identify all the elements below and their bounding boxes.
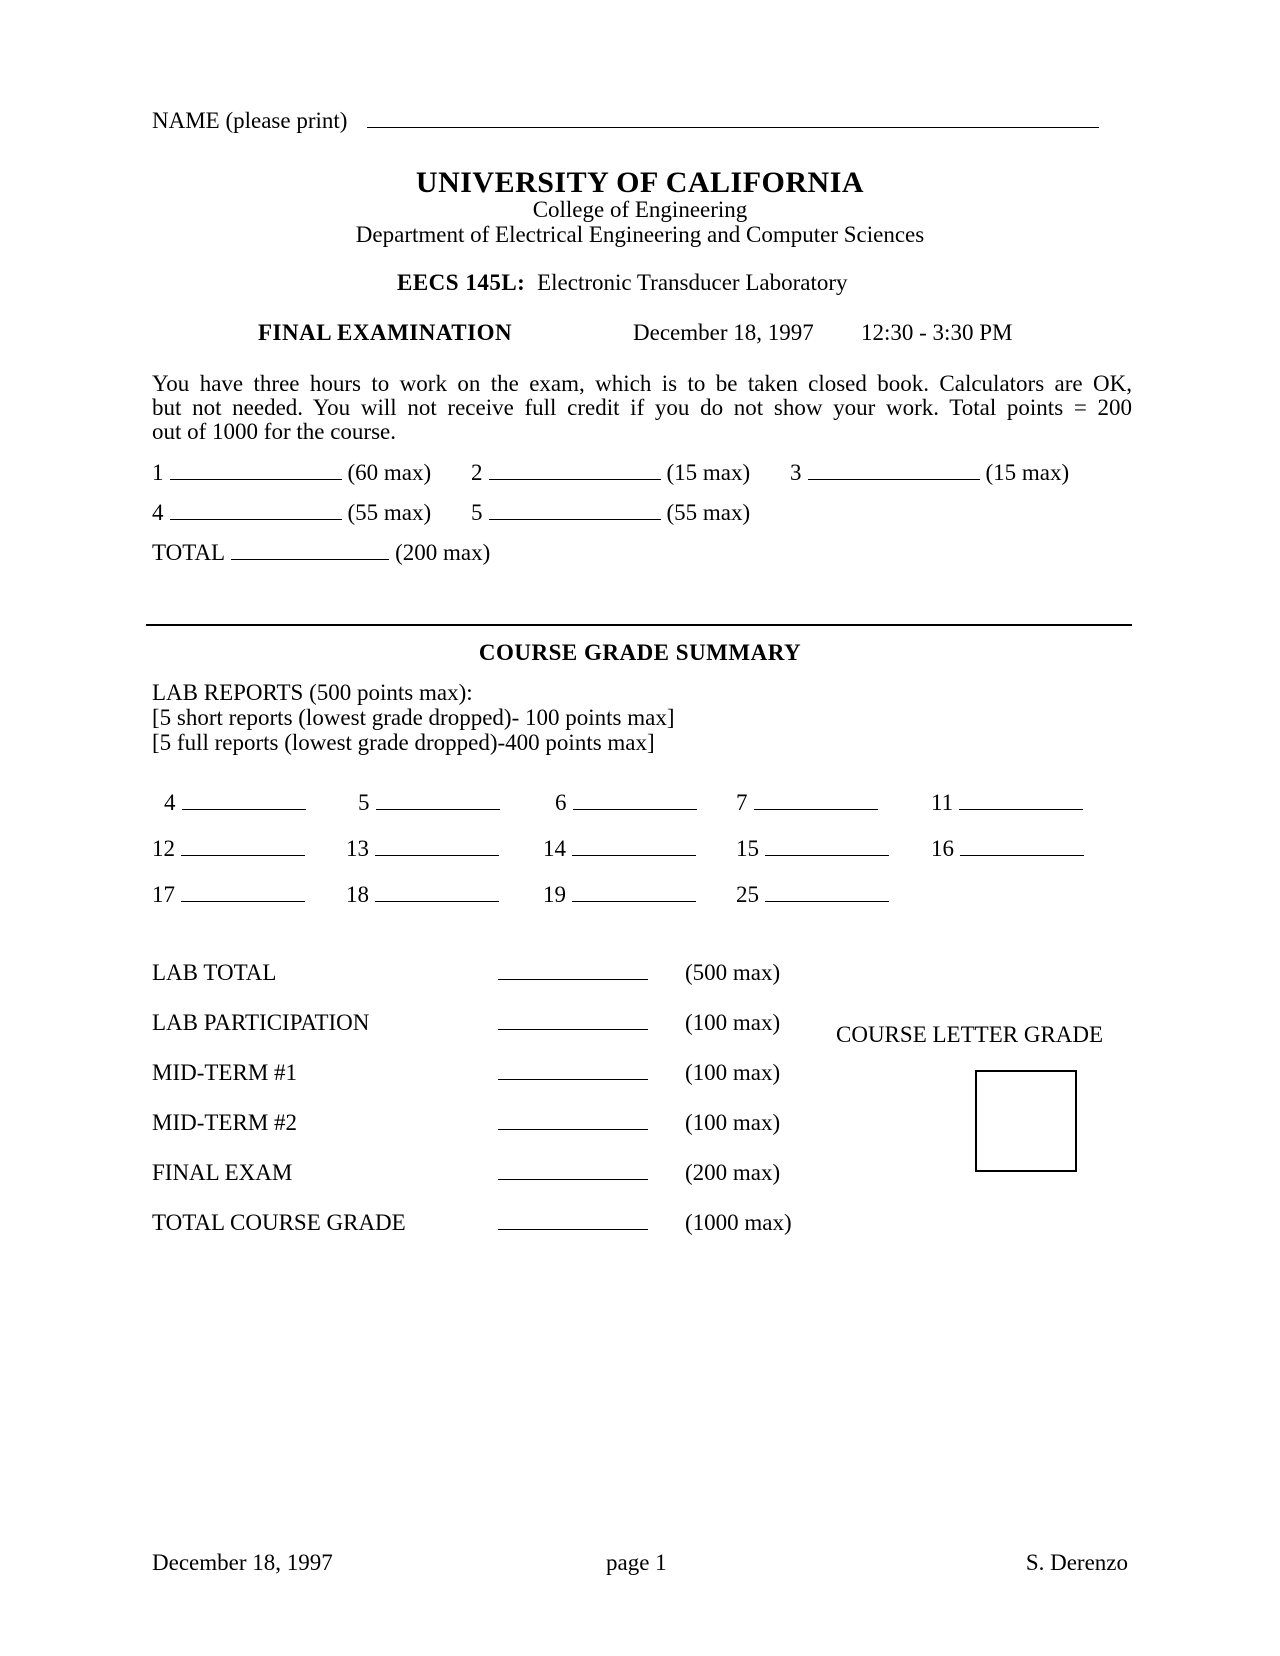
score-max: (15 max)	[985, 460, 1070, 485]
score-item-1	[152, 460, 431, 486]
letter-grade-box[interactable]	[975, 1070, 1077, 1172]
lab-score-item	[736, 790, 878, 816]
lab-blank[interactable]	[754, 809, 878, 810]
lab-blank[interactable]	[572, 901, 696, 902]
course-title: Electronic Transducer Laboratory	[537, 270, 848, 295]
exam-time: 12:30 - 3:30 PM	[861, 320, 1013, 345]
exam-total-max: (200 max)	[395, 540, 491, 565]
footer-page: page 1	[606, 1550, 667, 1575]
lab-number: 15	[736, 836, 759, 861]
totals-label: MID-TERM #2	[152, 1110, 298, 1135]
lab-score-item	[931, 790, 1083, 816]
totals-blank[interactable]	[498, 1210, 648, 1236]
totals-blank-line[interactable]	[498, 979, 648, 980]
instructions-line: You have three hours to work on the exam, which is to be taken closed book. Calculators are OK,	[152, 371, 1132, 396]
lab-blank[interactable]	[375, 855, 499, 856]
lab-score-item	[358, 790, 500, 816]
lab-blank[interactable]	[765, 901, 889, 902]
score-max: (55 max)	[666, 500, 751, 525]
score-max: (15 max)	[666, 460, 751, 485]
lab-number: 14	[543, 836, 566, 861]
letter-grade-label: COURSE LETTER GRADE	[836, 1022, 1104, 1047]
score-item-4	[152, 500, 431, 526]
lab-blank[interactable]	[181, 901, 305, 902]
lab-reports-short: [5 short reports (lowest grade dropped)- 100 points max]	[152, 705, 675, 730]
lab-number: 19	[543, 882, 566, 907]
totals-blank[interactable]	[498, 1160, 648, 1186]
instructions-line: out of 1000 for the course.	[152, 419, 396, 444]
totals-max: (100 max)	[685, 1010, 781, 1035]
totals-max: (1000 max)	[685, 1210, 792, 1235]
lab-blank[interactable]	[375, 901, 499, 902]
totals-max: (200 max)	[685, 1160, 781, 1185]
lab-number: 4	[164, 790, 176, 815]
totals-blank[interactable]	[498, 1010, 648, 1036]
totals-blank[interactable]	[498, 1110, 648, 1136]
totals-blank-line[interactable]	[498, 1129, 648, 1130]
lab-number: 12	[152, 836, 175, 861]
score-number: 5	[471, 500, 483, 525]
lab-score-item	[555, 790, 697, 816]
lab-blank[interactable]	[572, 855, 696, 856]
exam-total-blank[interactable]	[231, 559, 389, 560]
course-line	[397, 270, 848, 296]
lab-number: 25	[736, 882, 759, 907]
lab-score-item	[543, 836, 696, 862]
score-item-3	[790, 460, 1069, 486]
totals-blank-line[interactable]	[498, 1229, 648, 1230]
totals-blank-line[interactable]	[498, 1179, 648, 1180]
section-divider	[146, 624, 1132, 626]
exam-total	[152, 540, 490, 566]
score-blank[interactable]	[489, 479, 661, 480]
score-blank[interactable]	[489, 519, 661, 520]
totals-max: (100 max)	[685, 1060, 781, 1085]
lab-reports-full: [5 full reports (lowest grade dropped)-400 points max]	[152, 730, 655, 755]
lab-blank[interactable]	[960, 855, 1084, 856]
lab-number: 7	[736, 790, 748, 815]
totals-max: (500 max)	[685, 960, 781, 985]
totals-blank-line[interactable]	[498, 1029, 648, 1030]
name-blank[interactable]	[367, 127, 1099, 128]
lab-blank[interactable]	[181, 855, 305, 856]
totals-blank[interactable]	[498, 1060, 648, 1086]
instructions	[152, 372, 1132, 444]
score-item-2	[471, 460, 750, 486]
lab-score-item	[931, 836, 1084, 862]
totals-label: LAB TOTAL	[152, 960, 277, 985]
footer-author: S. Derenzo	[1025, 1550, 1128, 1575]
totals-blank-line[interactable]	[498, 1079, 648, 1080]
lab-score-item	[543, 882, 696, 908]
lab-score-item	[346, 836, 499, 862]
lab-number: 16	[931, 836, 954, 861]
college-name: College of Engineering	[532, 197, 748, 222]
lab-blank[interactable]	[182, 809, 306, 810]
lab-blank[interactable]	[573, 809, 697, 810]
lab-number: 18	[346, 882, 369, 907]
lab-score-item	[152, 836, 305, 862]
name-label: NAME (please print)	[152, 108, 348, 133]
score-number: 4	[152, 500, 164, 525]
department-name: Department of Electrical Engineering and Computer Sciences	[355, 222, 925, 247]
exam-date: December 18, 1997	[633, 320, 814, 345]
lab-number: 13	[346, 836, 369, 861]
totals-label: FINAL EXAM	[152, 1160, 293, 1185]
totals-blank[interactable]	[498, 960, 648, 986]
lab-blank[interactable]	[376, 809, 500, 810]
totals-label: TOTAL COURSE GRADE	[152, 1210, 406, 1235]
score-item-5	[471, 500, 750, 526]
lab-score-item	[346, 882, 499, 908]
footer-date: December 18, 1997	[152, 1550, 333, 1575]
summary-title: COURSE GRADE SUMMARY	[478, 640, 802, 665]
score-number: 3	[790, 460, 802, 485]
lab-score-item	[736, 836, 889, 862]
lab-blank[interactable]	[765, 855, 889, 856]
university-title: UNIVERSITY OF CALIFORNIA	[415, 166, 865, 199]
totals-label: MID-TERM #1	[152, 1060, 298, 1085]
exam-title: FINAL EXAMINATION	[258, 320, 513, 345]
lab-reports-heading: LAB REPORTS (500 points max):	[152, 680, 473, 705]
lab-number: 11	[931, 790, 954, 815]
lab-number: 6	[555, 790, 567, 815]
score-blank[interactable]	[170, 479, 342, 480]
lab-blank[interactable]	[959, 809, 1083, 810]
course-code: EECS 145L:	[397, 270, 526, 295]
score-number: 2	[471, 460, 483, 485]
exam-total-label: TOTAL	[152, 540, 226, 565]
score-blank[interactable]	[170, 519, 342, 520]
lab-score-item	[152, 882, 305, 908]
totals-max: (100 max)	[685, 1110, 781, 1135]
score-max: (55 max)	[347, 500, 432, 525]
instructions-line: but not needed. You will not receive full credit if you do not show your work. Total points = 200	[152, 395, 1132, 420]
name-field	[152, 108, 1105, 134]
score-blank[interactable]	[808, 479, 980, 480]
score-max: (60 max)	[347, 460, 432, 485]
lab-number: 5	[358, 790, 370, 815]
lab-score-item	[736, 882, 889, 908]
lab-number: 17	[152, 882, 175, 907]
score-number: 1	[152, 460, 164, 485]
totals-label: LAB PARTICIPATION	[152, 1010, 370, 1035]
lab-score-item	[164, 790, 306, 816]
